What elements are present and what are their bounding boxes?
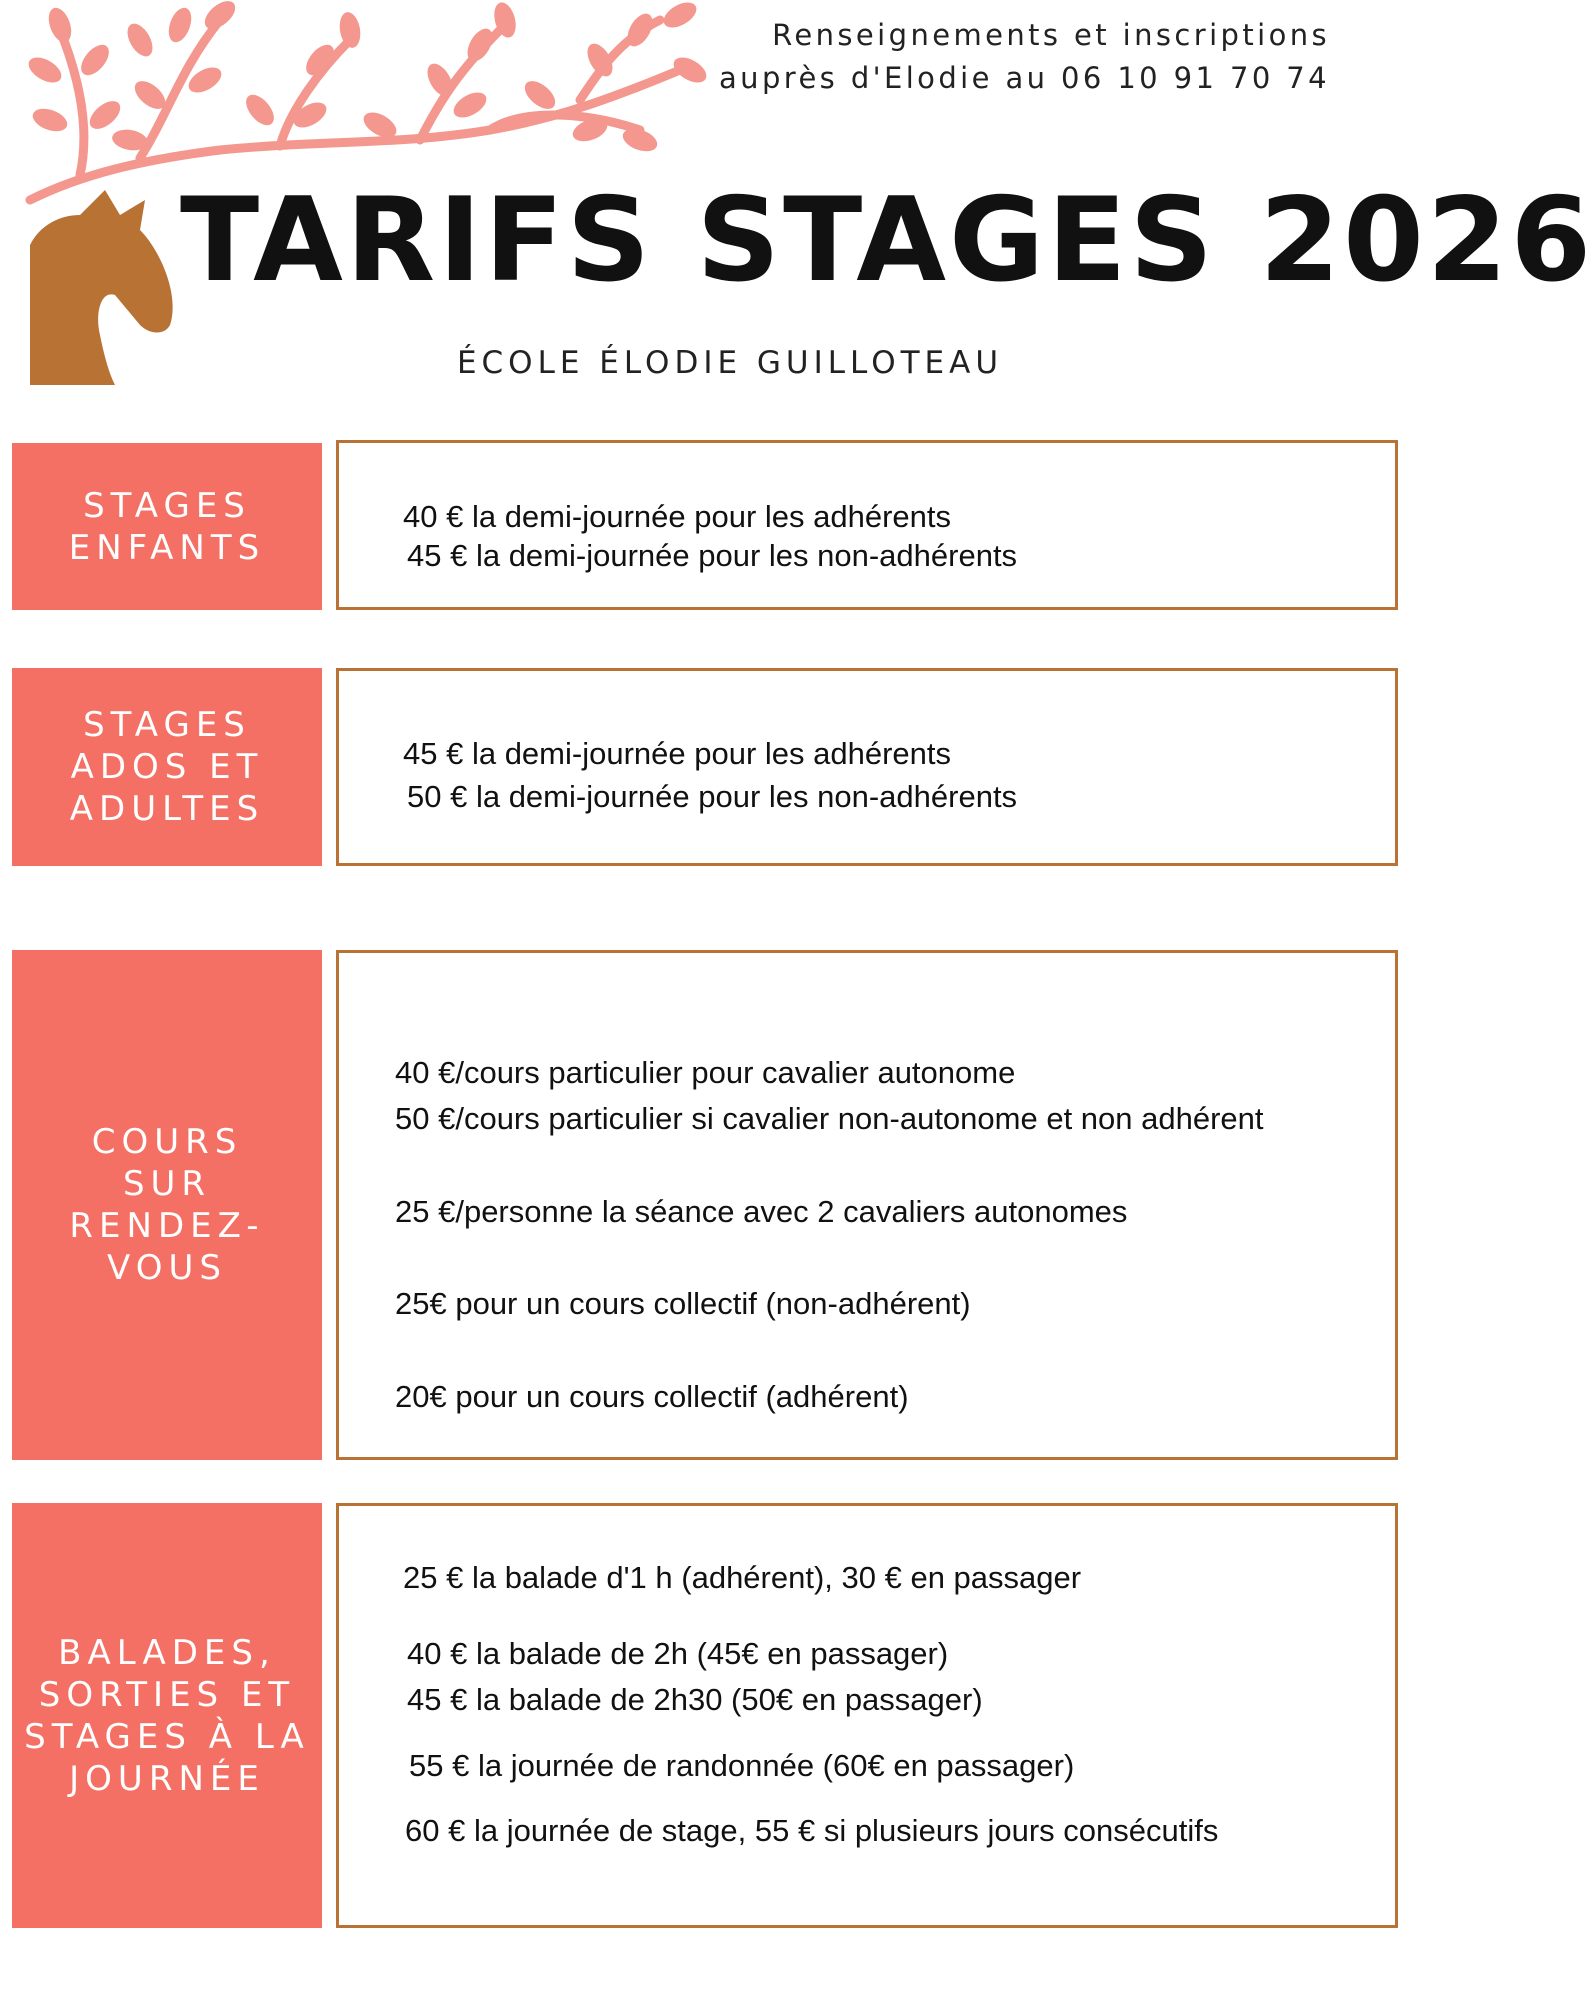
- price-line: 25€ pour un cours collectif (non-adhérent): [395, 1286, 971, 1321]
- price-line: 50 € la demi-journée pour les non-adhérents: [407, 779, 1018, 814]
- contact-info: [719, 14, 1330, 100]
- price-line: 40 € la balade de 2h (45€ en passager): [407, 1636, 949, 1671]
- section-label-cours-rdv: [12, 950, 322, 1460]
- section-label-text: STAGES ADOS ET ADULTES: [69, 705, 265, 829]
- price-line: 25 €/personne la séance avec 2 cavaliers autonomes: [395, 1194, 1128, 1229]
- section-label-text: COURS SUR RENDEZ-VOUS: [69, 1122, 265, 1288]
- section-box-stages-enfants: [336, 440, 1398, 610]
- section-box-cours-rdv: [336, 950, 1398, 1460]
- price-line: 40 €/cours particulier pour cavalier autonome: [395, 1055, 1016, 1090]
- price-line: 55 € la journée de randonnée (60€ en passager): [409, 1748, 1075, 1783]
- price-line: 45 € la demi-journée pour les adhérents: [403, 736, 952, 771]
- section-label-text: STAGES ENFANTS: [68, 485, 266, 568]
- horse-head-icon: [20, 185, 180, 385]
- section-label-balades: [12, 1503, 322, 1928]
- price-line: 45 € la balade de 2h30 (50€ en passager): [407, 1682, 983, 1717]
- price-line: 40 € la demi-journée pour les adhérents: [403, 499, 952, 534]
- price-line: 50 €/cours particulier si cavalier non-autonome et non adhérent: [395, 1101, 1264, 1136]
- page-subtitle: ÉCOLE ÉLODIE GUILLOTEAU: [456, 345, 1004, 381]
- price-line: 45 € la demi-journée pour les non-adhérents: [407, 538, 1018, 573]
- section-label-text: BALADES, SORTIES ET STAGES À LA JOURNÉE: [24, 1632, 310, 1799]
- section-box-stages-ados-adultes: [336, 668, 1398, 866]
- section-box-balades: [336, 1503, 1398, 1928]
- price-line: 25 € la balade d'1 h (adhérent), 30 € en passager: [403, 1560, 1082, 1595]
- page-title: TARIFS STAGES 2026: [180, 173, 1594, 308]
- price-line: 60 € la journée de stage, 55 € si plusieurs jours consécutifs: [405, 1813, 1219, 1848]
- section-label-stages-ados-adultes: [12, 668, 322, 866]
- section-label-stages-enfants: [12, 443, 322, 610]
- price-line: 20€ pour un cours collectif (adhérent): [395, 1379, 909, 1414]
- contact-line-1: Renseignements et inscriptions: [772, 18, 1330, 52]
- contact-line-2: auprès d'Elodie au 06 10 91 70 74: [719, 61, 1330, 95]
